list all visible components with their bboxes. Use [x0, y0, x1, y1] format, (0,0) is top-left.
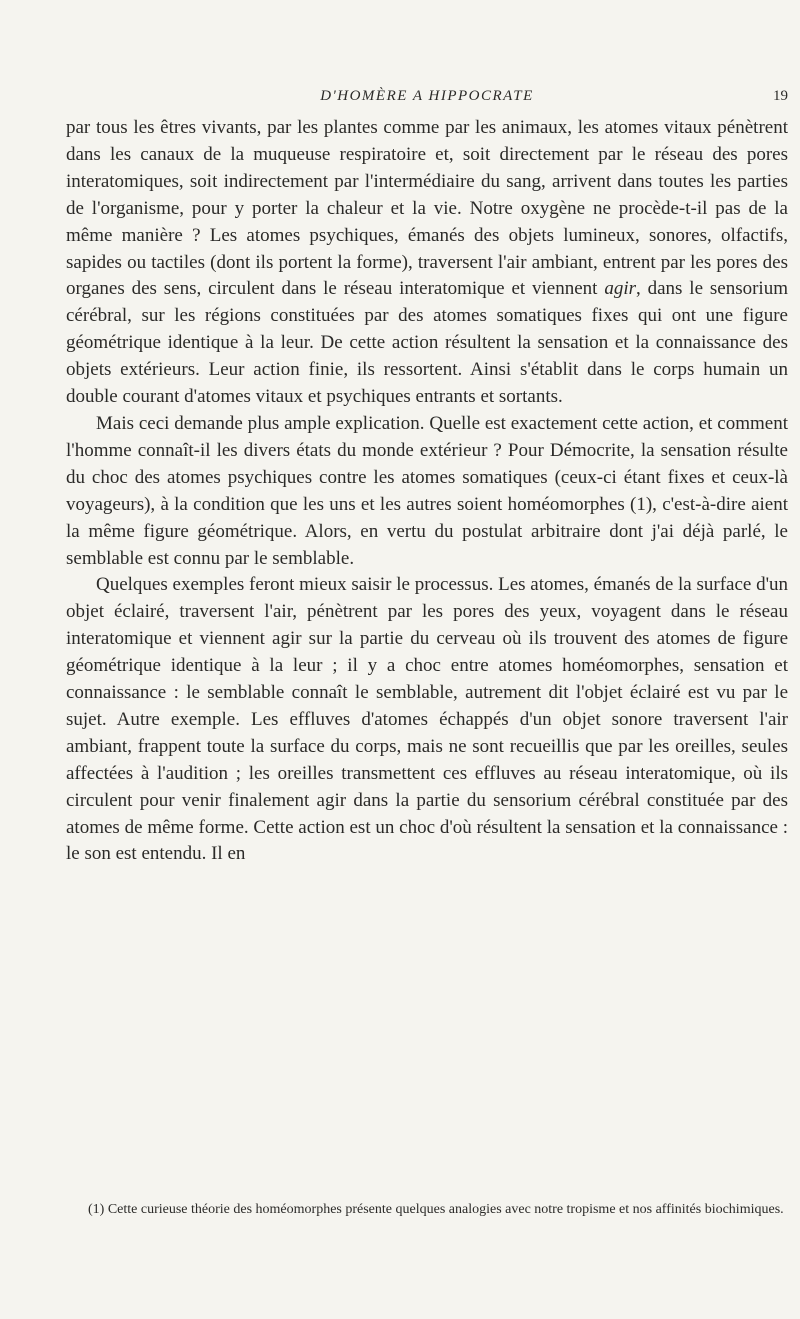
page-number: 19: [773, 88, 788, 104]
running-head: [66, 88, 788, 114]
paragraph-1-part-1: par tous les êtres vivants, par les plantes comme par les animaux, les atomes vitaux pénètrent dans les canaux de la muqueuse respiratoire et, soit directement par le réseau des pores interatomiques, soit indirectement par l'intermédiaire du sang, arrivent dans toutes les parties de l'organisme, pour y porter la chaleur et la vie. Notre oxygène ne procède-t-il pas de la même manière ? Les atomes psychiques, émanés des objets lumineux, sonores, olfactifs, sapides ou tactiles (dont ils portent la forme), traversent l'air ambiant, entrent par les pores des organes des sens, circulent dans le réseau interatomique et viennent: [66, 117, 788, 300]
paragraph-3: Quelques exemples feront mieux saisir le processus. Les atomes, émanés de la surface d'un objet éclairé, traversent l'air, pénètrent par les pores des yeux, voyagent dans le réseau interatomique et viennent agir sur la partie du cerveau où ils trouvent des atomes de figure géométrique identique à la leur ; il y a choc entre atomes homéomorphes, sensation et connaissance : le semblable connaît le semblable, autrement dit l'objet éclairé est vu par le sujet. Autre exemple. Les effluves d'atomes échappés d'un objet sonore traversent l'air ambiant, frappent toute la surface du corps, mais ne sont recueillis que par les oreilles, seules affectées à l'audition ; les oreilles transmettent ces effluves au réseau interatomique, où ils circulent pour venir finalement agir dans la partie du sensorium cérébral constituée par des atomes de même forme. Cette action est un choc d'où résultent la sensation et la connaissance : le son est entendu. Il en: [66, 574, 788, 865]
paragraph-1-part-2: , dans le sensorium cérébral, sur les régions constituées par des atomes somatiques fixes qui ont une figure géométrique identique à la leur. De cette action résultent la sensation et la connaissance des objets extérieurs. Leur action finie, ils ressortent. Ainsi s'établit dans le corps humain un double courant d'atomes vitaux et psychiques entrants et sortants.: [66, 278, 788, 408]
footnote: (1) Cette curieuse théorie des homéomorphes présente quelques analogies avec notre tropisme et nos affinités biochimiques.: [88, 1202, 784, 1217]
paragraph-2: Mais ceci demande plus ample explication. Quelle est exactement cette action, et comment l'homme connaît-il les divers états du monde extérieur ? Pour Démocrite, la sensation résulte du choc des atomes psychiques contre les atomes somatiques (ceux-ci étant fixes et ceux-là voyageurs), à la condition que les uns et les autres soient homéomorphes (1), c'est-à-dire aient la même figure géométrique. Alors, en vertu du postulat arbitraire dont j'ai déjà parlé, le semblable est connu par le semblable.: [66, 412, 788, 569]
paragraph-1: [66, 115, 788, 411]
body-text: [66, 115, 788, 868]
emphasis-agir: agir: [604, 278, 637, 300]
running-title: D'HOMÈRE A HIPPOCRATE: [320, 88, 534, 104]
